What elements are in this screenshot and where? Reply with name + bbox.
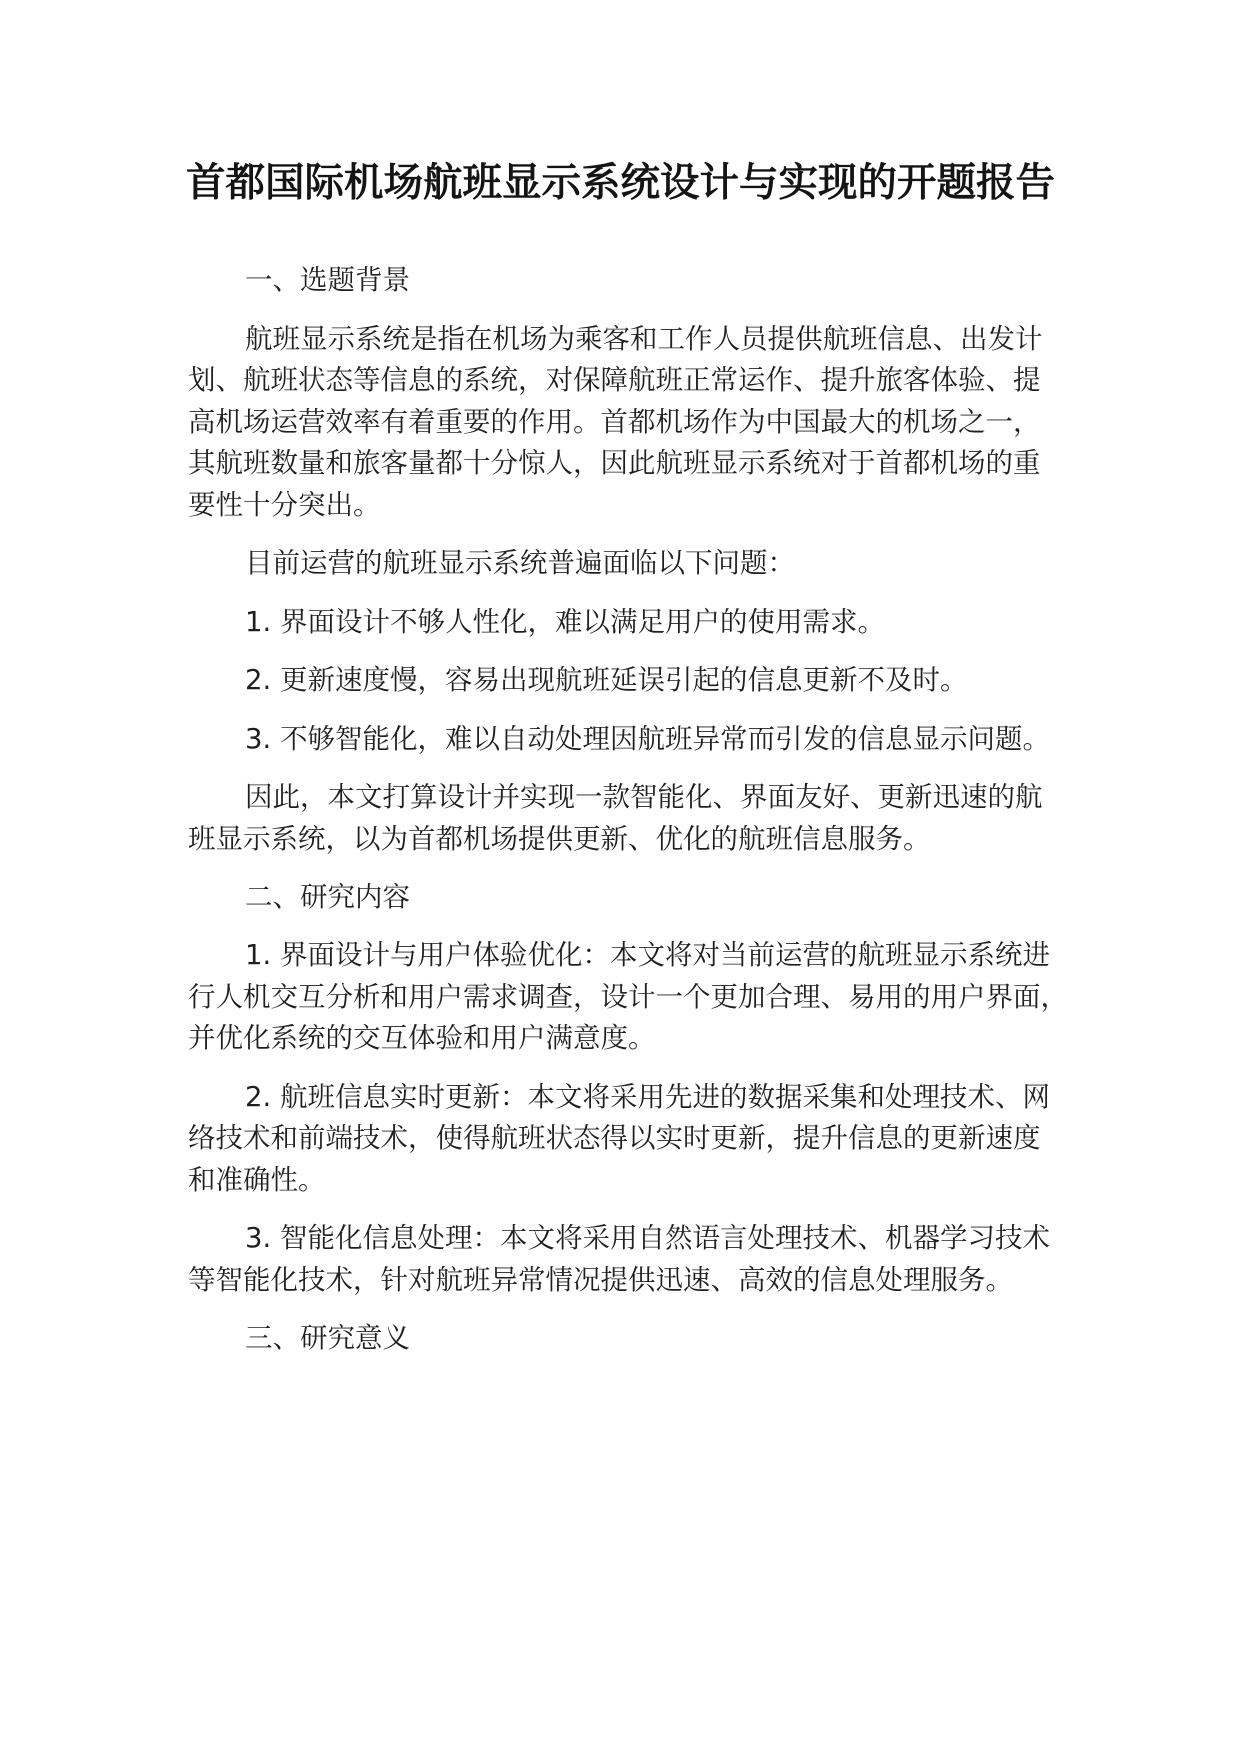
paragraph-line: 络技术和前端技术，使得航班状态得以实时更新，提升信息的更新速度 xyxy=(188,1122,1041,1155)
section-heading: 二、研究内容 xyxy=(245,880,410,913)
paragraph-line: 并优化系统的交互体验和用户满意度。 xyxy=(188,1022,656,1055)
paragraph-line: 2. 航班信息实时更新：本文将采用先进的数据采集和处理技术、网 xyxy=(245,1080,1050,1113)
paragraph xyxy=(188,777,1181,860)
document-body xyxy=(0,208,1241,1360)
paragraph-line: 班显示系统，以为首都机场提供更新、优化的航班信息服务。 xyxy=(188,822,931,855)
paragraph-line: 要性十分突出。 xyxy=(188,488,381,521)
paragraph-line: 1. 界面设计不够人性化，难以满足用户的使用需求。 xyxy=(245,605,885,638)
paragraph-line: 行人机交互分析和用户需求调查，设计一个更加合理、易用的用户界面， xyxy=(188,980,1068,1013)
numbered-paragraph xyxy=(188,660,1181,702)
paragraph-line: 1. 界面设计与用户体验优化：本文将对当前运营的航班显示系统进 xyxy=(245,939,1050,972)
document-title: 首都国际机场航班显示系统设计与实现的开题报告 xyxy=(186,160,1055,206)
numbered-paragraph xyxy=(188,1077,1181,1202)
paragraph-line: 3. 智能化信息处理：本文将采用自然语言处理技术、机器学习技术 xyxy=(245,1222,1050,1255)
paragraph-line: 2. 更新速度慢，容易出现航班延误引起的信息更新不及时。 xyxy=(245,664,968,697)
paragraph-line: 其航班数量和旅客量都十分惊人，因此航班显示系统对于首都机场的重 xyxy=(188,447,1041,480)
numbered-paragraph xyxy=(188,719,1181,761)
paragraph-line: 因此，本文打算设计并实现一款智能化、界面友好、更新迅速的航 xyxy=(245,780,1043,813)
paragraph-line: 等智能化技术，针对航班异常情况提供迅速、高效的信息处理服务。 xyxy=(188,1264,1013,1297)
paragraph xyxy=(188,319,1181,527)
paragraph-line: 划、航班状态等信息的系统，对保障航班正常运作、提升旅客体验、提 xyxy=(188,364,1041,397)
paragraph xyxy=(188,543,1181,585)
paragraph-line: 目前运营的航班显示系统普遍面临以下问题： xyxy=(245,547,795,580)
paragraph-line: 航班显示系统是指在机场为乘客和工作人员提供航班信息、出发计 xyxy=(245,322,1043,355)
numbered-paragraph xyxy=(188,602,1181,644)
paragraph-line: 和准确性。 xyxy=(188,1164,326,1197)
paragraph-line: 3. 不够智能化，难以自动处理因航班异常而引发的信息显示问题。 xyxy=(245,722,1050,755)
section-heading: 一、选题背景 xyxy=(245,264,410,297)
numbered-paragraph xyxy=(188,1218,1181,1301)
section-heading: 三、研究意义 xyxy=(245,1322,410,1355)
paragraph-line: 高机场运营效率有着重要的作用。首都机场作为中国最大的机场之一， xyxy=(188,405,1041,438)
numbered-paragraph xyxy=(188,935,1181,1060)
